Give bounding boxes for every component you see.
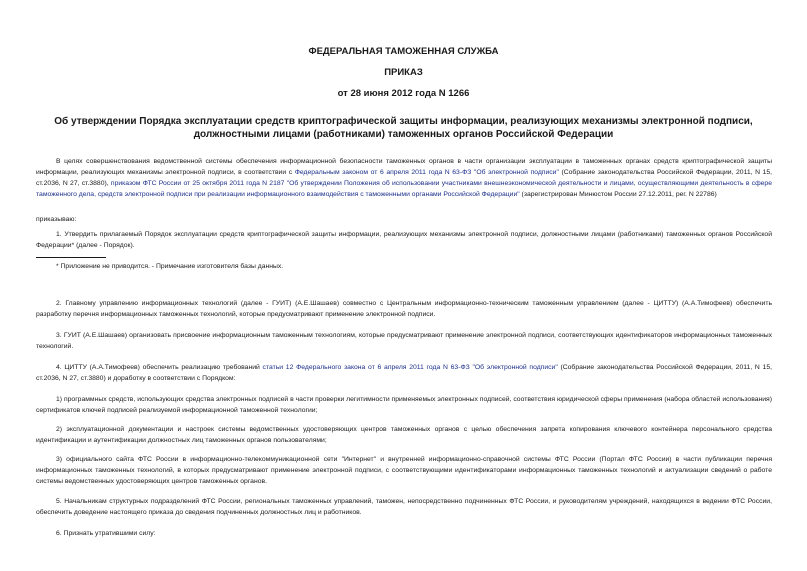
preamble-text-2: (Собрание законодательства Российской Федерации, 2011, N 15, ст.2036, N 27, ст.3880), xyxy=(36,169,773,187)
article-12-link[interactable]: статьи 12 Федерального закона от 6 апреля 2011 года N 63-ФЗ "Об электронной подписи" xyxy=(262,364,558,371)
paragraph-5: 5. Начальникам структурных подразделений ФТС России, региональных таможенных управлений, таможен, непосредственно подчиненных ФТС России, и руководителям учреждений, находящихся в ведении ФТС России, обеспечить доведение настоящего приказа до сведения подчиненных должностных лиц и работников. xyxy=(36,498,772,516)
paragraph-4 xyxy=(36,362,772,384)
prikazyvayu-label: приказываю: xyxy=(36,216,77,223)
paragraph-6: 6. Признать утратившими силу: xyxy=(56,530,156,537)
paragraph-1: 1. Утвердить прилагаемый Порядок эксплуатации средств криптографической защиты информации, реализующих механизмы электронной подписи, должностными лицами (работниками) таможенных органов Российской Федерации* (далее - Порядок). xyxy=(36,231,772,249)
preamble-text-1: В целях совершенствования ведомственной системы обеспечения информационной безопасности таможенных органов в части организации эксплуатации в таможенных органах средств криптографической защиты информации, реализующих механизмы электронной подписи, в соответствии с xyxy=(36,158,772,176)
paragraph-4-item-2: 2) эксплуатационной документации и настроек системы ведомственных удостоверяющих центров таможенных органов с целью обеспечения запрета копирования ключевого контейнера персонального средства идентификации и аутентификации должностных лиц таможенных органов пользователями; xyxy=(36,426,772,444)
paragraph-4-item-3: 3) официального сайта ФТС России в информационно-телекоммуникационной сети "Интернет" и внутренней информационно-справочной системы ФТС России (Портал ФТС России) в части публикации перечня информационных таможенных технологий, в которых предусматривают применение электронной подписи, с соответствующими идентификаторами информационных таможенных технологий и актуализации сведений о работе системы ведомственных удостоверяющих центров таможенных органов. xyxy=(36,456,772,485)
document-type: ПРИКАЗ xyxy=(384,67,423,78)
paragraph-2: 2. Главному управлению информационных технологий (далее - ГУИТ) (А.Е.Шашаев) совместно с Центральным информационно-техническим таможенным управлением (далее - ЦИТТУ) (А.А.Тимофеев) обеспечить разработку перечня информационных таможенных технологий, которые предусматривают применение электронной подписи. xyxy=(36,300,772,318)
preamble-text-3: (зарегистрирован Минюстом России 27.12.2011, рег. N 22786) xyxy=(519,191,717,198)
paragraph-4-text-1: 4. ЦИТТУ (А.А.Тимофеев) обеспечить реализацию требований xyxy=(56,364,263,371)
footnote-divider xyxy=(36,257,106,258)
footnote: * Приложение не приводится. - Примечание изготовителя базы данных. xyxy=(56,263,284,270)
agency-name: ФЕДЕРАЛЬНАЯ ТАМОЖЕННАЯ СЛУЖБА xyxy=(308,46,499,57)
fts-order-link[interactable]: приказом ФТС России от 25 октября 2011 года N 2187 "Об утверждении Положения об использовании участниками внешнеэкономической деятельности и лицами, осуществляющими деятельность в сфере таможенного дела, средств электронной подписи при реализации информационного взаимодействия с таможенными органами Российской Федерации" xyxy=(36,180,772,198)
paragraph-3: 3. ГУИТ (А.Е.Шашаев) организовать присвоение информационным таможенным технологиям, которые предусматривают применение электронной подписи, соответствующих идентификаторов информационных таможенных технологий. xyxy=(36,332,772,350)
federal-law-link[interactable]: Федеральным законом от 6 апреля 2011 года N 63-ФЗ "Об электронной подписи" xyxy=(294,169,559,176)
document-title: Об утверждении Порядка эксплуатации средств криптографической защиты информации, реализующих механизмы электронной подписи, должностными лицами (работниками) таможенных органов Российской Федерации xyxy=(54,116,753,140)
preamble-paragraph xyxy=(36,156,772,200)
paragraph-4-text-2: (Собрание законодательства Российской Федерации, 2011, N 15, ст.2036, N 27, ст.3880) и доработку в соответствии с Порядком: xyxy=(36,364,772,382)
document-date-number: от 28 июня 2012 года N 1266 xyxy=(337,88,470,99)
paragraph-4-item-1: 1) программных средств, использующих средства электронных подписей в части проверки легитимности применяемых электронных подписей, соответствия юридической сферы применения (набора областей использования) сертификатов ключей подписей реализуемой информационной таможенной технологии; xyxy=(36,396,772,414)
